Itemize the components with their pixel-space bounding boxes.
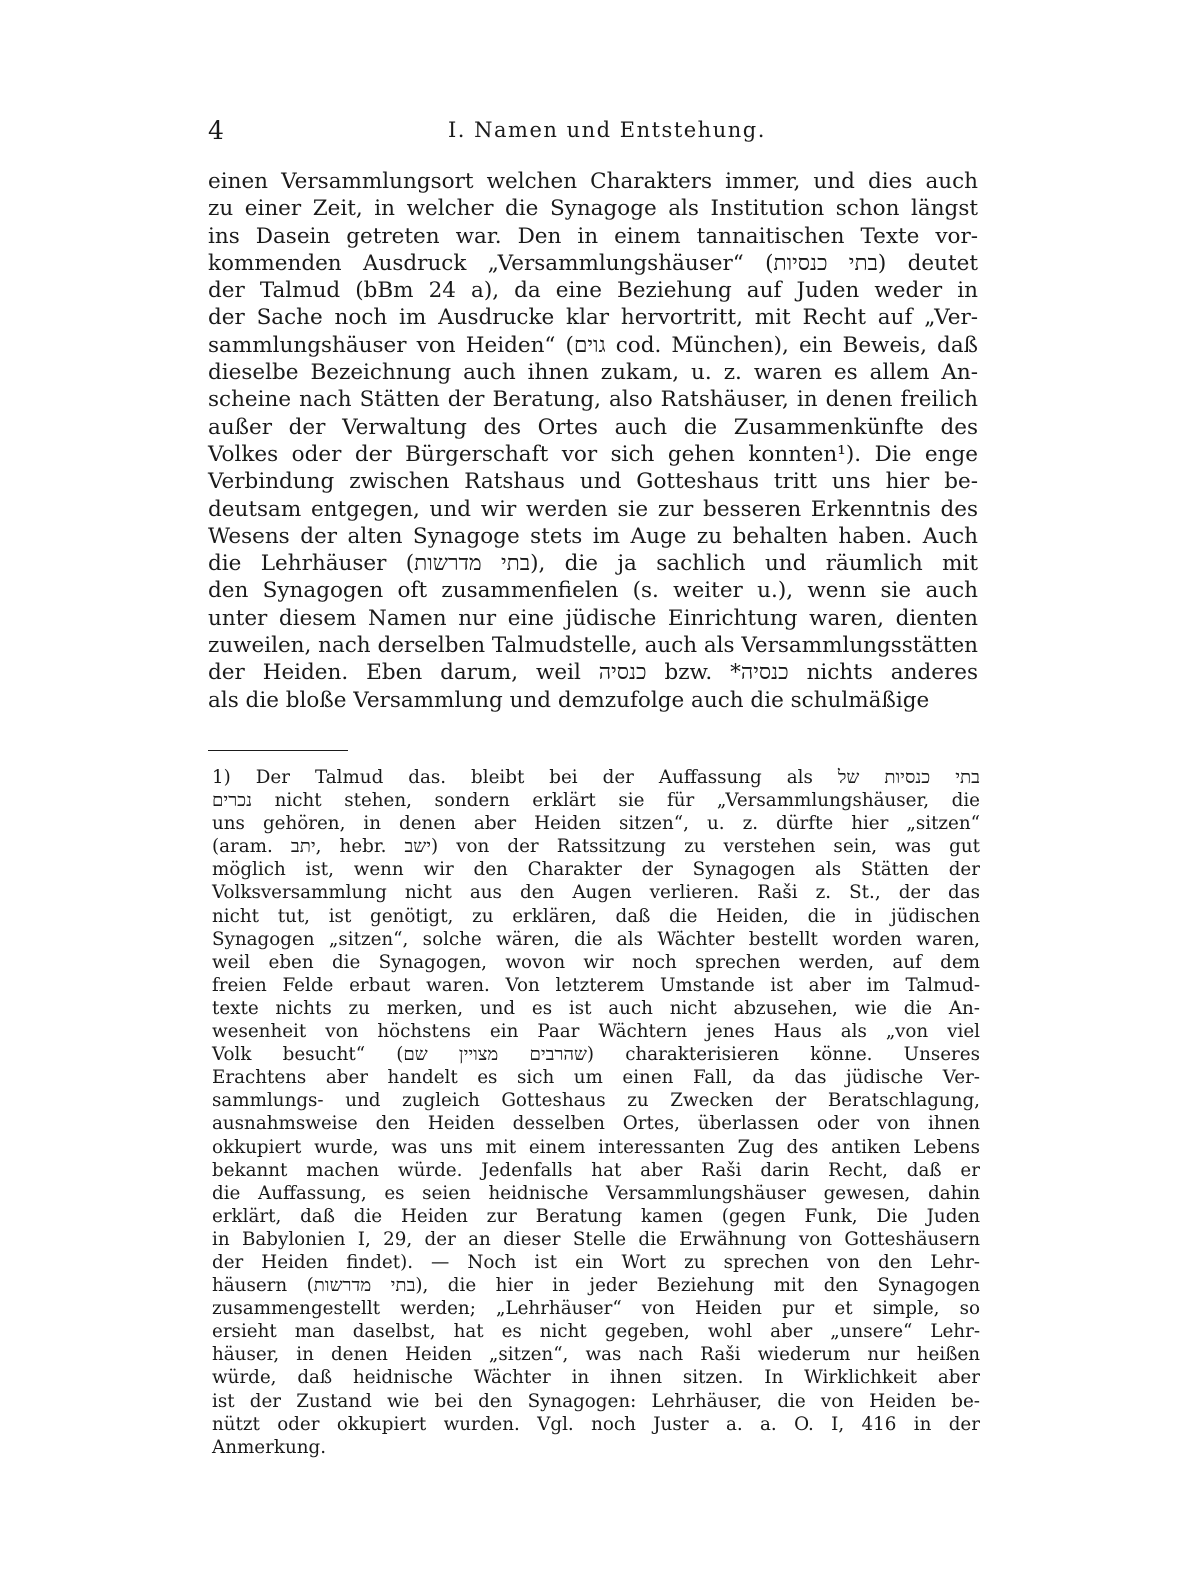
footnote-line: Volk besucht“ (שהרבים מצויין שם) charakterisieren könne. Unseres: [212, 1044, 980, 1066]
footnote-line: die Auffassung, es seien heidnische Versammlungshäuser gewesen, dahin: [212, 1182, 980, 1204]
text-line: sammlungshäuser von Heiden“ (גוים cod. München), ein Beweis, daß: [208, 332, 978, 358]
footnote-line: häusern (בתי מדרשות), die hier in jeder Beziehung mit den Synagogen: [212, 1275, 980, 1297]
footnote: [212, 766, 980, 1459]
text-line: der Talmud (bBm 24 a), da eine Beziehung auf Juden weder in: [208, 278, 978, 304]
footnote-line: texte nichts zu merken, und es ist auch nicht abzusehen, wie die An-: [212, 997, 980, 1019]
text-line: der Heiden. Eben darum, weil כנסיה bzw. *כנסיה nichts anderes: [208, 660, 978, 686]
text-line: zu einer Zeit, in welcher die Synagoge als Institution schon längst: [208, 196, 978, 222]
page-number: 4: [208, 116, 224, 145]
body-text: [208, 168, 978, 714]
footnote-line: ausnahmsweise den Heiden desselben Ortes, überlassen oder von ihnen: [212, 1113, 980, 1135]
footnote-line: sammlungs- und zugleich Gotteshaus zu Zwecken der Beratschlagung,: [212, 1090, 980, 1112]
footnote-line: nicht tut, ist genötigt, zu erklären, daß die Heiden, die in jüdischen: [212, 905, 980, 927]
footnote-line: in Babylonien I, 29, der an dieser Stelle die Erwähnung von Gotteshäusern: [212, 1228, 980, 1250]
footnote-line: bekannt machen würde. Jedenfalls hat aber Raši darin Recht, daß er: [212, 1159, 980, 1181]
footnote-line: uns gehören, in denen aber Heiden sitzen“, u. z. dürfte hier „sitzen“: [212, 813, 980, 835]
text-line: zuweilen, nach derselben Talmudstelle, auch als Versammlungsstätten: [208, 633, 978, 659]
footnote-divider: [208, 750, 348, 751]
text-line: ins Dasein getreten war. Den in einem tannaitischen Texte vor-: [208, 223, 978, 249]
text-line: deutsam entgegen, und wir werden sie zur besseren Erkenntnis des: [208, 496, 978, 522]
footnote-line: freien Felde erbaut waren. Von letzterem Umstande ist aber im Talmud-: [212, 974, 980, 996]
footnote-line: häuser, in denen Heiden „sitzen“, was nach Raši wiederum nur heißen: [212, 1344, 980, 1366]
running-head: I. Namen und Entstehung.: [448, 118, 766, 142]
footnote-line: möglich ist, wenn wir den Charakter der Synagogen als Stätten der: [212, 859, 980, 881]
text-line: den Synagogen oft zusammenfielen (s. weiter u.), wenn sie auch: [208, 578, 978, 604]
footnote-line: würde, daß heidnische Wächter in ihnen sitzen. In Wirklichkeit aber: [212, 1367, 980, 1389]
footnote-line: weil eben die Synagogen, wovon wir noch sprechen werden, auf dem: [212, 951, 980, 973]
footnote-line: Erachtens aber handelt es sich um einen Fall, da das jüdische Ver-: [212, 1067, 980, 1089]
footnote-line: wesenheit von höchstens ein Paar Wächtern jenes Haus als „von viel: [212, 1021, 980, 1043]
footnote-line: nützt oder okkupiert wurden. Vgl. noch Juster a. a. O. I, 416 in der: [212, 1413, 980, 1435]
text-line: Verbindung zwischen Ratshaus und Gotteshaus tritt uns hier be-: [208, 469, 978, 495]
footnote-line: okkupiert wurde, was uns mit einem interessanten Zug des antiken Lebens: [212, 1136, 980, 1158]
footnote-line: zusammengestellt werden; „Lehrhäuser“ von Heiden pur et simple, so: [212, 1298, 980, 1320]
footnote-line: Volksversammlung nicht aus den Augen verlieren. Raši z. St., der das: [212, 882, 980, 904]
text-line: außer der Verwaltung des Ortes auch die Zusammenkünfte des: [208, 414, 978, 440]
footnote-line: ersieht man daselbst, hat es nicht gegeben, wohl aber „unsere“ Lehr-: [212, 1321, 980, 1343]
text-line: Volkes oder der Bürgerschaft vor sich gehen konnten¹). Die enge: [208, 441, 978, 467]
footnote-line: der Heiden findet). — Noch ist ein Wort zu sprechen von den Lehr-: [212, 1251, 980, 1273]
text-line: einen Versammlungsort welchen Charakters immer, und dies auch: [208, 169, 978, 194]
text-line: die Lehrhäuser (בתי מדרשות), die ja sachlich und räumlich mit: [208, 551, 978, 577]
text-line: Wesens der alten Synagoge stets im Auge zu behalten haben. Auch: [208, 523, 978, 549]
page-header: [208, 116, 978, 150]
text-line: kommenden Ausdruck „Versammlungshäuser“ (בתי כנסיות) deutet: [208, 250, 978, 276]
text-line: scheine nach Stätten der Beratung, also Ratshäuser, in denen freilich: [208, 387, 978, 413]
footnote-line: ist der Zustand wie bei den Synagogen: Lehrhäuser, die von Heiden be-: [212, 1390, 980, 1412]
text-line: dieselbe Bezeichnung auch ihnen zukam, u. z. waren es allem An-: [208, 360, 978, 386]
footnote-line: נכרים nicht stehen, sondern erklärt sie für „Versammlungshäuser, die: [212, 790, 980, 812]
footnote-line: (aram. יתב, hebr. ישב) von der Ratssitzung zu verstehen sein, was gut: [212, 836, 980, 858]
footnote-line: erklärt, daß die Heiden zur Beratung kamen (gegen Funk, Die Juden: [212, 1205, 980, 1227]
footnote-line: Synagogen „sitzen“, solche wären, die als Wächter bestellt worden waren,: [212, 928, 980, 950]
footnote-line: Anmerkung.: [212, 1436, 327, 1458]
text-line: als die bloße Versammlung und demzufolge auch die schulmäßige: [208, 687, 930, 713]
footnote-line: 1) Der Talmud das. bleibt bei der Auffassung als בתי כנסיות של: [212, 767, 980, 788]
text-line: der Sache noch im Ausdrucke klar hervortritt, mit Recht auf „Ver-: [208, 305, 978, 331]
text-line: unter diesem Namen nur eine jüdische Einrichtung waren, dienten: [208, 605, 978, 631]
